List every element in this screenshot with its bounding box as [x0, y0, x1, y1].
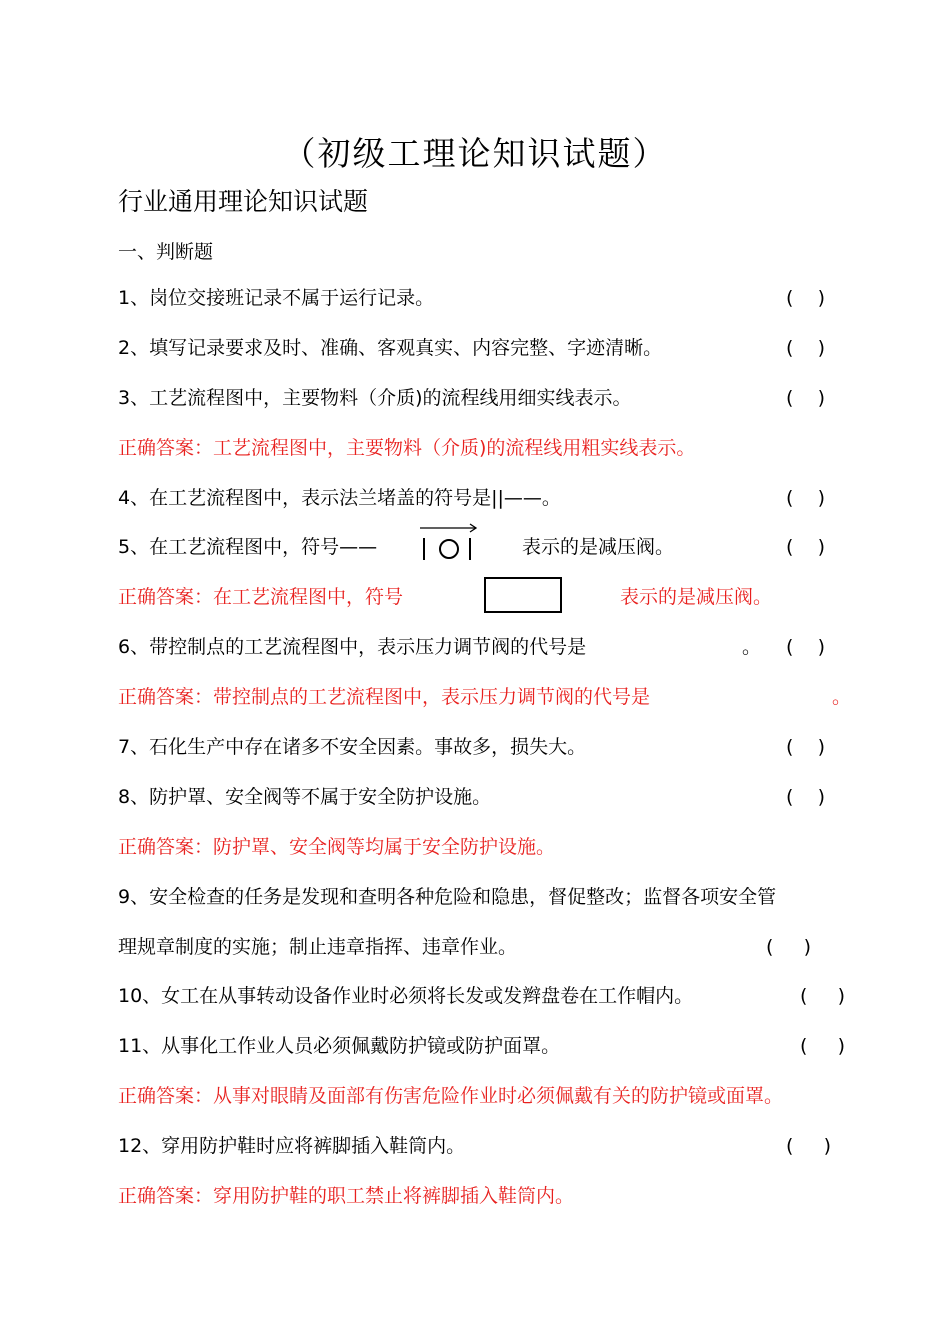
answer-11: 正确答案：从事对眼睛及面部有伤害危险作业时必须佩戴有关的防护镜或面罩。: [118, 1085, 784, 1107]
question-12: 12、穿用防护鞋时应将裤脚插入鞋筒内。: [118, 1135, 466, 1157]
answer-3: 正确答案：工艺流程图中，主要物料（介质)的流程线用粗实线表示。: [118, 437, 696, 459]
question-6: 6、带控制点的工艺流程图中，表示压力调节阀的代号是: [118, 636, 587, 658]
answer-blank-1: ( ): [786, 287, 825, 309]
valve-symbol-box: [484, 577, 562, 613]
question-9-line-2: 理规章制度的实施；制止违章指挥、违章作业。: [118, 936, 518, 958]
question-7: 7、石化生产中存在诸多不安全因素。事故多，损失大。: [118, 736, 587, 758]
question-9-line-1: 9、安全检查的任务是发现和查明各种危险和隐患，督促整改；监督各项安全管: [118, 886, 777, 908]
section-subtitle: 行业通用理论知识试题: [118, 187, 369, 216]
answer-blank-9: ( ): [766, 936, 812, 958]
answer-blank-2: ( ): [786, 337, 825, 359]
question-8: 8、防护罩、安全阀等不属于安全防护设施。: [118, 786, 492, 808]
answer-blank-11: ( ): [800, 1035, 846, 1057]
page-title: （初级工理论知识试题）: [282, 134, 668, 173]
question-10: 10、女工在从事转动设备作业时必须将长发或发辫盘卷在工作帽内。: [118, 985, 694, 1007]
question-11: 11、从事化工作业人员必须佩戴防护镜或防护面罩。: [118, 1035, 561, 1057]
answer-6-end: 。: [832, 686, 852, 708]
question-5-tail: 表示的是减压阀。: [522, 536, 675, 558]
question-1: 1、岗位交接班记录不属于运行记录。: [118, 287, 435, 309]
answer-blank-12: ( ): [786, 1135, 832, 1157]
answer-blank-8: ( ): [786, 786, 825, 808]
question-2: 2、填写记录要求及时、准确、客观真实、内容完整、字迹清晰。: [118, 337, 663, 359]
answer-5: 正确答案：在工艺流程图中，符号: [118, 586, 404, 608]
question-3: 3、工艺流程图中，主要物料（介质)的流程线用细实线表示。: [118, 387, 632, 409]
answer-blank-4: ( ): [786, 487, 825, 509]
answer-8: 正确答案：防护罩、安全阀等均属于安全防护设施。: [118, 836, 556, 858]
question-5: 5、在工艺流程图中，符号——: [118, 536, 378, 558]
answer-blank-3: ( ): [786, 387, 825, 409]
answer-5-tail: 表示的是减压阀。: [620, 586, 773, 608]
answer-12: 正确答案：穿用防护鞋的职工禁止将裤脚插入鞋筒内。: [118, 1185, 575, 1207]
section-heading: 一、判断题: [118, 241, 214, 263]
answer-blank-10: ( ): [800, 985, 846, 1007]
pressure-reducing-valve-symbol: [412, 522, 482, 564]
answer-blank-7: ( ): [786, 736, 825, 758]
answer-blank-5: ( ): [786, 536, 825, 558]
answer-blank-6: ( ): [786, 636, 825, 658]
question-6-end: 。: [742, 636, 762, 658]
answer-6: 正确答案：带控制点的工艺流程图中，表示压力调节阀的代号是: [118, 686, 651, 708]
question-4: 4、在工艺流程图中，表示法兰堵盖的符号是||——。: [118, 487, 561, 509]
